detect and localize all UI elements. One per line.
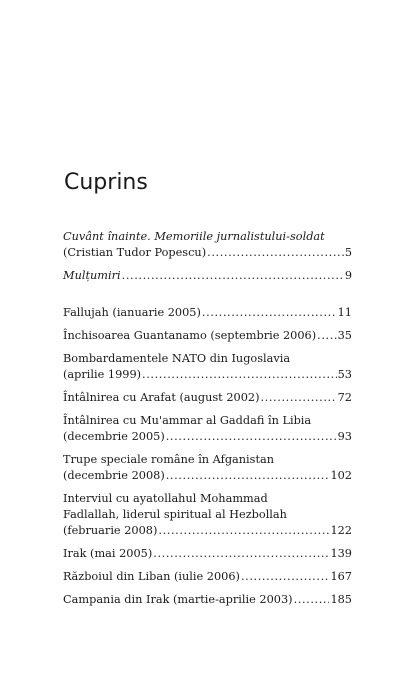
toc-entry-title-line: Fadlallah, liderul spiritual al Hezbollah xyxy=(63,508,287,521)
toc-entry-title-line: Bombardamentele NATO din Iugoslavia xyxy=(63,352,291,365)
dot-leader xyxy=(241,569,330,585)
toc-entry-last-line xyxy=(63,328,352,344)
toc-page-number: 167 xyxy=(330,570,352,583)
toc-entry-chapter xyxy=(63,413,352,445)
toc-entry-last-line xyxy=(63,390,352,406)
toc-page-number: 185 xyxy=(330,593,352,606)
toc-entry-title: (aprilie 1999) xyxy=(63,368,142,381)
toc-entry-title-line: Trupe speciale române în Afganistan xyxy=(63,453,275,466)
toc-entry-title: Campania din Irak (martie-aprilie 2003) xyxy=(63,593,293,606)
toc-page-number: 35 xyxy=(337,329,352,342)
toc-entry-title: (februarie 2008) xyxy=(63,524,158,537)
toc-entry-chapter xyxy=(63,592,352,608)
toc-entry-last-line xyxy=(63,546,352,562)
toc-entry-title: (Cristian Tudor Popescu) xyxy=(63,246,207,259)
toc-entry-title-line: Cuvânt înainte. Memoriile jurnalistului-soldat xyxy=(63,230,325,243)
dot-leader xyxy=(260,390,336,406)
toc-page-number: 102 xyxy=(330,469,352,482)
toc-page-number: 53 xyxy=(337,368,352,381)
toc-entry-foreword xyxy=(63,229,352,261)
toc-entry-chapter xyxy=(63,491,352,539)
toc-page-number: 11 xyxy=(337,306,352,319)
toc-page-number: 9 xyxy=(344,269,352,282)
toc-entry-title: Irak (mai 2005) xyxy=(63,547,153,560)
toc-page-number: 93 xyxy=(337,430,352,443)
toc-entry-last-line xyxy=(63,468,352,484)
table-of-contents xyxy=(63,229,352,615)
dot-leader xyxy=(166,429,337,445)
toc-entry-last-line xyxy=(63,523,352,539)
toc-page-number: 122 xyxy=(330,524,352,537)
toc-entry-last-line xyxy=(63,569,352,585)
toc-entry-chapter xyxy=(63,351,352,383)
toc-entry-title: (decembrie 2005) xyxy=(63,430,165,443)
toc-entry-last-line xyxy=(63,592,352,608)
toc-entry-chapter xyxy=(63,546,352,562)
dot-leader xyxy=(317,328,336,344)
toc-entry-title-line: Întâlnirea cu Mu'ammar al Gaddafi în Libia xyxy=(63,414,312,427)
toc-entry-last-line xyxy=(63,305,352,321)
toc-entry-last-line xyxy=(63,429,352,445)
toc-entry-title: Fallujah (ianuarie 2005) xyxy=(63,306,201,319)
toc-entry-chapter xyxy=(63,390,352,406)
toc-entry-title-line: Interviul cu ayatollahul Mohammad xyxy=(63,492,268,505)
dot-leader xyxy=(142,367,337,383)
toc-entry-title: Închisoarea Guantanamo (septembrie 2006) xyxy=(63,329,317,342)
toc-entry-title: (decembrie 2008) xyxy=(63,469,165,482)
toc-entry-last-line xyxy=(63,245,352,261)
dot-leader xyxy=(207,245,344,261)
toc-page-number: 72 xyxy=(337,391,352,404)
toc-entry-title: Întâlnirea cu Arafat (august 2002) xyxy=(63,391,260,404)
toc-entry-chapter xyxy=(63,569,352,585)
dot-leader xyxy=(158,523,329,539)
toc-entry-last-line xyxy=(63,268,352,284)
toc-entry-title: Războiul din Liban (iulie 2006) xyxy=(63,570,240,583)
dot-leader xyxy=(166,468,330,484)
dot-leader xyxy=(294,592,330,608)
toc-entry-acknowledgements xyxy=(63,268,352,284)
dot-leader xyxy=(202,305,337,321)
dot-leader xyxy=(122,268,344,284)
page-title: Cuprins xyxy=(64,170,148,195)
toc-entry-last-line xyxy=(63,367,352,383)
toc-entry-chapter xyxy=(63,452,352,484)
dot-leader xyxy=(153,546,329,562)
toc-entry-chapter xyxy=(63,328,352,344)
toc-page-number: 5 xyxy=(344,246,352,259)
toc-entry-chapter xyxy=(63,305,352,321)
toc-entry-title: Mulțumiri xyxy=(63,269,121,282)
toc-page-number: 139 xyxy=(330,547,352,560)
